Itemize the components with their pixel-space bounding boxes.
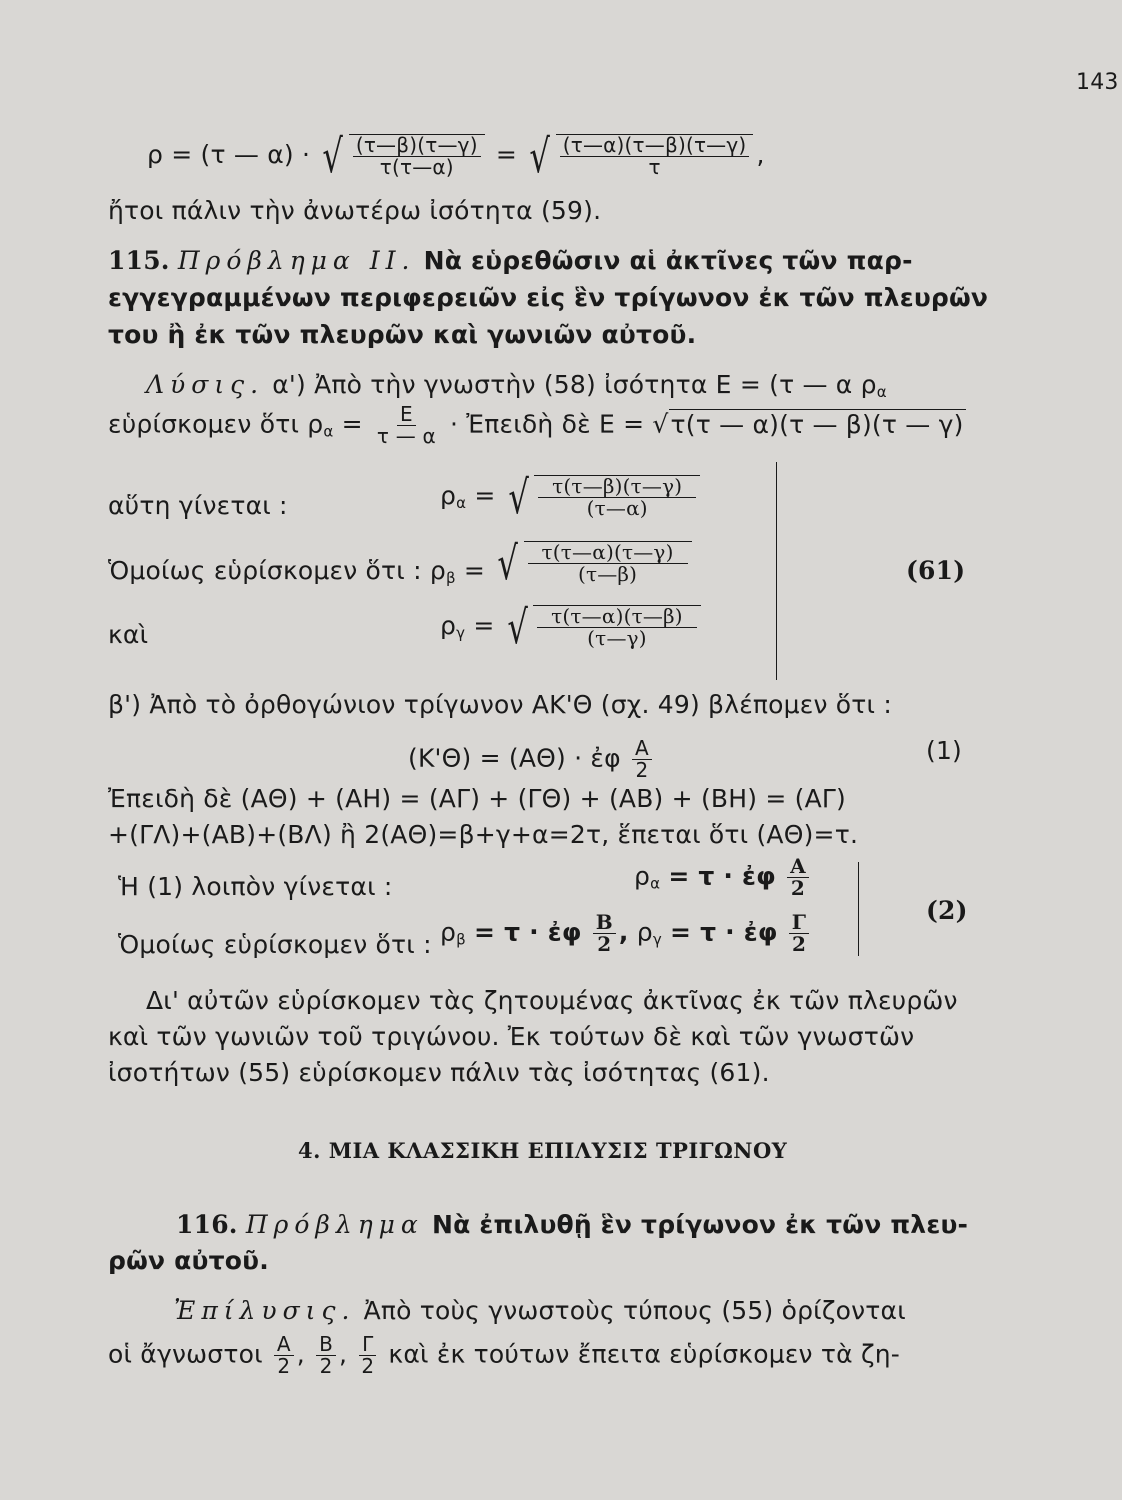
epilysis-line2: [108, 1334, 900, 1377]
rho: ρ: [440, 481, 457, 510]
radical-1-fraction: [349, 134, 485, 178]
lysis-text: α') Ἀπὸ τὴν γνωστὴν (58) ἰσότητα Ε = (τ — α ρ: [272, 370, 877, 399]
comma: ,: [296, 1339, 305, 1369]
eq2-row1-text: Ἡ (1) λοιπὸν γίνεται :: [118, 872, 393, 901]
fraction: [358, 1334, 377, 1377]
radical-sign-icon: √: [529, 129, 551, 183]
denominator: 2: [361, 1354, 375, 1378]
beta-line1: β') Ἀπὸ τὸ ὀρθογώνιον τρίγωνον ΑΚ'Θ (σχ. 49) βλέπομεν ὅτι :: [108, 690, 892, 719]
problem-text: Νὰ εὑρεθῶσιν αἱ ἀκτῖνες τῶν παρ-: [423, 246, 913, 275]
lysis-line1: [146, 370, 887, 401]
brace-right: [844, 862, 859, 956]
rhs: = τ · ἐφ: [668, 861, 776, 891]
lysis-text: · Ἐπειδὴ δὲ Ε = √: [450, 409, 669, 439]
brace-right: [760, 462, 777, 680]
eq2-tag: (2): [926, 896, 968, 925]
subscript: γ: [456, 624, 466, 642]
lysis-text: εὑρίσκομεν ὅτι ρ: [108, 409, 324, 439]
para-di-line1: Δι' αὐτῶν εὑρίσκομεν τὰς ζητουμένας ἀκτῖνας ἐκ τῶν πλευρῶν: [146, 986, 958, 1015]
problem-label: Πρόβλημα ΙΙ.: [177, 246, 416, 275]
problem-label: Πρόβλημα: [245, 1210, 424, 1239]
radical-1-denominator: τ(τ—α): [379, 155, 454, 179]
numerator: Β: [316, 1334, 336, 1356]
subscript: β: [456, 930, 466, 949]
denominator: 2: [635, 758, 649, 782]
problem-number: 115.: [108, 246, 170, 275]
fraction: [316, 1334, 336, 1377]
para-di-line2: καὶ τῶν γωνιῶν τοῦ τριγώνου. Ἐκ τούτων δὲ καὶ τῶν γνωστῶν: [108, 1022, 915, 1051]
equals-sign: =: [463, 556, 486, 585]
epilysis-line1: [174, 1296, 906, 1325]
para-di-line3: ἰσοτήτων (55) εὑρίσκομεν πάλιν τὰς ἰσότητας (61).: [108, 1058, 770, 1087]
lysis-label: Λύσις.: [146, 370, 265, 399]
subscript: β: [445, 569, 456, 587]
fraction: [593, 912, 616, 955]
radical: [493, 536, 695, 590]
beta-eq-tag: (1): [926, 736, 963, 765]
eq61-row2-text: [108, 556, 485, 587]
radical: [504, 470, 704, 524]
lysis-line2: [108, 404, 966, 447]
eq61-row1-formula: [440, 470, 703, 524]
subscript: α: [650, 874, 661, 893]
radical-2-fraction: [556, 134, 754, 178]
eq2-row2-label: Ὁμοίως εὑρίσκομεν ὅτι :: [118, 930, 432, 959]
denominator: 2: [791, 932, 807, 956]
denominator: 2: [277, 1354, 291, 1378]
radical-fraction: [533, 605, 701, 649]
equals-sign: =: [495, 140, 518, 169]
rhs: = τ · ἐφ: [670, 917, 778, 947]
epilysis-label: Ἐπίλυσις.: [174, 1296, 356, 1325]
problem-115-line1: [108, 246, 913, 275]
rhs: = τ · ἐφ: [474, 917, 582, 947]
radical-fraction: [524, 541, 692, 585]
numerator: Γ: [789, 912, 809, 934]
fraction: [274, 1334, 294, 1377]
eq61-tag: (61): [906, 556, 966, 585]
rho: ρ: [429, 556, 446, 585]
denominator: (τ—β): [577, 562, 638, 586]
fraction: [787, 856, 809, 899]
equals-sign: =: [473, 611, 495, 640]
rho: ρ: [440, 917, 457, 947]
text-hitoi: ἤτοι πάλιν τὴν ἀνωτέρω ἰσότητα (59).: [108, 196, 602, 225]
eq2-row2-text: [118, 930, 432, 959]
comma: ,: [618, 917, 629, 947]
equation-top-lhs: ρ = (τ — α) ·: [147, 140, 311, 169]
radical-1-numerator: (τ—β)(τ—γ): [353, 135, 481, 157]
fraction-numerator: Ε: [397, 404, 416, 426]
rho: ρ: [634, 861, 651, 891]
denominator: 2: [597, 932, 612, 956]
numerator: τ(τ—α)(τ—γ): [528, 542, 688, 564]
problem-116-line1: [176, 1210, 968, 1239]
radical-sign-icon: √: [507, 600, 528, 654]
beta-line2: Ἐπειδὴ δὲ (ΑΘ) + (ΑΗ) = (ΑΓ) + (ΓΘ) + (ΑΒ) + (ΒΗ) = (ΑΓ): [108, 784, 846, 813]
comma: ,: [339, 1339, 348, 1369]
page-number: 143: [1076, 70, 1119, 95]
epilysis-text: οἱ ἄγνωστοι: [108, 1339, 263, 1369]
eq2-row2-formula: [440, 912, 812, 955]
radical-sign-icon: √: [322, 129, 344, 183]
eq61-row2-formula: [493, 536, 695, 590]
radical-2-denominator: τ: [648, 155, 661, 179]
radical-fraction: [534, 475, 700, 519]
subscript: α: [456, 494, 467, 512]
numerator: Γ: [359, 1334, 376, 1356]
eq61-row1-text: αὕτη γίνεται :: [108, 491, 288, 520]
problem-number: 116.: [176, 1210, 238, 1239]
rho: ρ: [440, 611, 457, 640]
numerator: Α: [274, 1334, 294, 1356]
problem-115-line3: του ἢ ἐκ τῶν πλευρῶν καὶ γωνιῶν αὐτοῦ.: [108, 320, 697, 349]
problem-115-line2: εγγεγραμμένων περιφερειῶν εἰς ἓν τρίγωνον ἐκ τῶν πλευρῶν: [108, 283, 989, 312]
numerator: τ(τ—β)(τ—γ): [538, 476, 696, 498]
numerator: Β: [593, 912, 616, 934]
beta-equation: [408, 738, 655, 781]
radical-sign-icon: √: [508, 470, 529, 524]
denominator: (τ—α): [586, 496, 648, 520]
denominator: 2: [319, 1354, 333, 1378]
numerator: Α: [787, 856, 809, 878]
problem-text: Νὰ ἐπιλυθῇ ἓν τρίγωνον ἐκ τῶν πλευ-: [431, 1210, 969, 1239]
subscript: γ: [652, 930, 662, 949]
eq2-row1-formula: [634, 856, 812, 899]
epilysis-text: Ἀπὸ τοὺς γνωστοὺς τύπους (55) ὁρίζονται: [363, 1296, 906, 1325]
radical: [503, 600, 704, 654]
denominator: (τ—γ): [587, 626, 647, 650]
radical-1: [318, 129, 487, 183]
fraction-denominator: τ — α: [376, 424, 436, 448]
rho: ρ: [636, 917, 653, 947]
equation-top-comma: ,: [756, 140, 765, 169]
radical-sign-icon: √: [497, 536, 519, 590]
radical-2-numerator: (τ—α)(τ—β)(τ—γ): [560, 135, 750, 157]
fraction: [632, 738, 652, 781]
equals-sign: =: [474, 481, 496, 510]
fraction-E: [374, 404, 439, 447]
subscript: α: [876, 383, 887, 401]
radical-2: [525, 129, 756, 183]
fraction: [789, 912, 809, 955]
eq61-row3-text: καὶ: [108, 620, 149, 649]
eq61-row2-label: Ὁμοίως εὑρίσκομεν ὅτι :: [108, 556, 422, 585]
problem-116-line2: ρῶν αὐτοῦ.: [108, 1246, 269, 1275]
beta-line3: +(ΓΛ)+(ΑΒ)+(ΒΛ) ἢ 2(ΑΘ)=β+γ+α=2τ, ἕπεται ὅτι (ΑΘ)=τ.: [108, 820, 859, 849]
numerator: Α: [632, 738, 652, 760]
denominator: 2: [790, 876, 805, 900]
epilysis-text: καὶ ἐκ τούτων ἔπειτα εὑρίσκομεν τὰ ζη-: [388, 1339, 901, 1369]
equals-sign: =: [341, 409, 363, 439]
numerator: τ(τ—α)(τ—β): [537, 606, 697, 628]
beta-eq-lhs: (Κ'Θ) = (ΑΘ) · ἐφ: [408, 743, 621, 773]
radicand: τ(τ — α)(τ — β)(τ — γ): [670, 409, 964, 439]
subscript: α: [323, 422, 334, 441]
eq61-row3-formula: [440, 600, 704, 654]
section-heading: 4. ΜΙΑ ΚΛΑΣΣΙΚΗ ΕΠΙΛΥΣΙΣ ΤΡΙΓΩΝΟΥ: [298, 1138, 788, 1163]
equation-top: [147, 129, 765, 183]
